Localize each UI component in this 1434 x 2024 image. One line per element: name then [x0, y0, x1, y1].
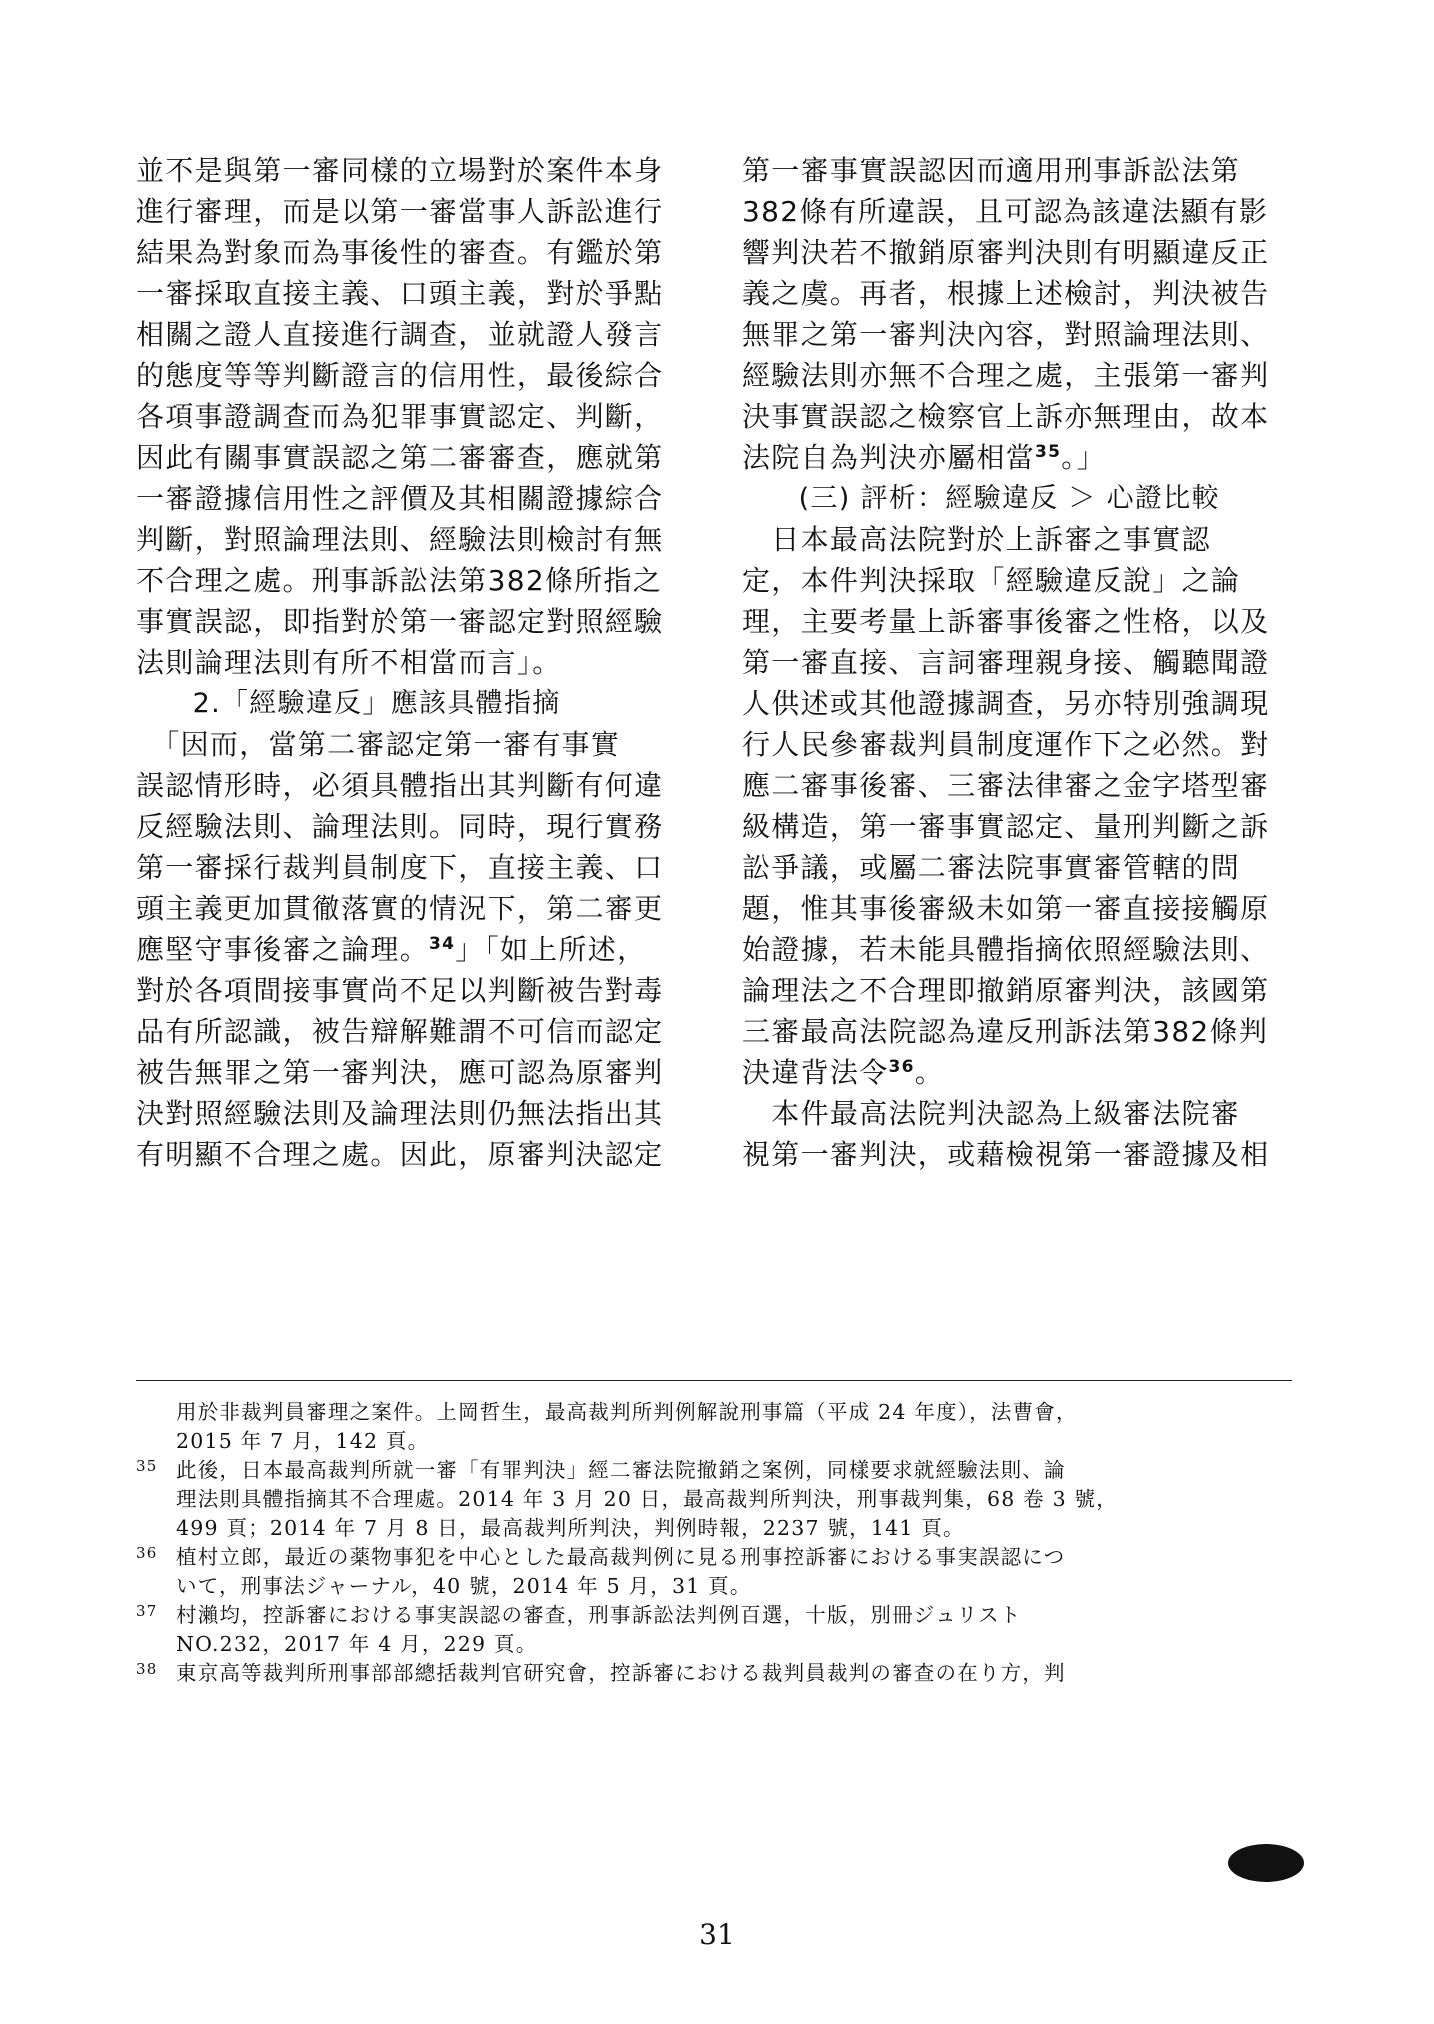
footnote-line: 499 頁；2014 年 7 月 8 日，最高裁判所判決，判例時報，2237 號，141 頁。 — [176, 1516, 965, 1540]
page-number: 31 — [699, 1918, 735, 1951]
body-line: 事實誤認，即指對於第一審認定對照經驗 — [136, 605, 664, 638]
body-line — [742, 437, 1292, 478]
body-line: 視第一審判決，或藉檢視第一審證據及相 — [742, 1138, 1270, 1171]
footnote-divider — [136, 1380, 1292, 1381]
body-line: 判斷，對照論理法則、經驗法則檢討有無 — [136, 523, 664, 556]
body-line: 有明顯不合理之處。因此，原審判決認定 — [136, 1138, 664, 1171]
footnote-ref[interactable]: 36 — [888, 1057, 915, 1077]
footnotes — [136, 1398, 1296, 1688]
body-line: 論理法之不合理即撤銷原審判決，該國第 — [742, 974, 1270, 1007]
body-line: 始證據，若未能具體指摘依照經驗法則、 — [742, 933, 1270, 966]
footnote-ref[interactable]: 34 — [429, 934, 456, 954]
line-text: 。」 — [1061, 441, 1106, 474]
footnote-line: NO.232，2017 年 4 月，229 頁。 — [176, 1632, 538, 1656]
body-line: 日本最高法院對於上訴審之事實認 — [742, 523, 1211, 556]
body-line: 級構造，第一審事實認定、量刑判斷之訴 — [742, 810, 1270, 843]
body-line: 因此有關事實誤認之第二審審查，應就第 — [136, 441, 664, 474]
footnote-number: 37 — [136, 1602, 158, 1620]
footnote-line: いて，刑事法ジャーナル，40 號，2014 年 5 月，31 頁。 — [176, 1574, 752, 1598]
footnote-line: 用於非裁判員審理之案件。上岡哲生，最高裁判所判例解說刑事篇（平成 24 年度），法曹會， — [176, 1400, 1078, 1424]
body-line: 品有所認識，被告辯解難謂不可信而認定 — [136, 1015, 664, 1048]
body-line: 第一審採行裁判員制度下，直接主義、口 — [136, 851, 664, 884]
body-line — [136, 929, 686, 970]
section-heading: (三) 評析：經驗違反 ＞ 心證比較 — [742, 483, 1220, 514]
body-line: 對於各項間接事實尚不足以判斷被告對毒 — [136, 974, 664, 1007]
footnote-number: 38 — [136, 1660, 158, 1678]
body-line: 各項事證調查而為犯罪事實認定、判斷， — [136, 400, 664, 433]
body-line — [742, 1052, 1292, 1093]
body-line: 理，主要考量上訴審事後審之性格，以及 — [742, 605, 1270, 638]
body-line: 訟爭議，或屬二審法院事實審管轄的問 — [742, 851, 1241, 884]
body-line: 反經驗法則、論理法則。同時，現行實務 — [136, 810, 664, 843]
footnote-text: 東京高等裁判所刑事部部總括裁判官研究會，控訴審における裁判員裁判の審查の在り方，判 — [176, 1661, 1066, 1685]
body-line: 響判決若不撤銷原審判決則有明顯違反正 — [742, 236, 1270, 269]
body-line: 結果為對象而為事後性的審查。有鑑於第 — [136, 236, 664, 269]
footnote-line: 理法則具體指摘其不合理處。2014 年 3 月 20 日，最高裁判所判決，刑事裁判集，68 卷 3 號， — [176, 1487, 1118, 1511]
right-column — [742, 150, 1292, 1175]
line-text: 法院自為判決亦屬相當 — [742, 441, 1036, 474]
footnote-number: 35 — [136, 1457, 158, 1475]
body-line: 誤認情形時，必須具體指出其判斷有何違 — [136, 769, 664, 802]
body-line: 三審最高法院認為違反刑訴法第382條判 — [742, 1015, 1269, 1048]
footnote-line — [136, 1543, 1296, 1572]
body-line: 人供述或其他證據調查，另亦特別強調現 — [742, 687, 1270, 720]
body-line: 題，惟其事後審級未如第一審直接接觸原 — [742, 892, 1270, 925]
body-line: 382條有所違誤，且可認為該違法顯有影 — [742, 195, 1269, 228]
body-line: 相關之證人直接進行調查，並就證人發言 — [136, 318, 664, 351]
body-line: 一審採取直接主義、口頭主義，對於爭點 — [136, 277, 664, 310]
footnote-text: 村瀨均，控訴審における事実誤認の審查，刑事訴訟法判例百選，十版，別冊ジュリスト — [176, 1603, 1022, 1627]
line-text: 決違背法令 — [742, 1056, 889, 1089]
body-line: 被告無罪之第一審判決，應可認為原審判 — [136, 1056, 664, 1089]
section-heading: 2.「經驗違反」應該具體指摘 — [136, 688, 561, 719]
line-text: 。 — [914, 1056, 945, 1089]
body-line: 第一審事實誤認因而適用刑事訴訟法第 — [742, 154, 1241, 187]
body-line: 行人民參審裁判員制度運作下之必然。對 — [742, 728, 1270, 761]
body-line: 決對照經驗法則及論理法則仍無法指出其 — [136, 1097, 664, 1130]
body-line: 本件最高法院判決認為上級審法院審 — [742, 1097, 1241, 1130]
footnote-ref[interactable]: 35 — [1035, 442, 1062, 462]
footnote-line — [136, 1601, 1296, 1630]
body-line: 定，本件判決採取「經驗違反說」之論 — [742, 564, 1241, 597]
body-line: 義之虞。再者，根據上述檢討，判決被告 — [742, 277, 1270, 310]
footnote-number: 36 — [136, 1544, 158, 1562]
footnote-text: 此後，日本最高裁判所就一審「有罪判決」經二審法院撤銷之案例，同樣要求就經驗法則、論 — [176, 1458, 1066, 1482]
body-line: 第一審直接、言詞審理親身接、觸聽聞證 — [742, 646, 1270, 679]
body-line: 無罪之第一審判決內容，對照論理法則、 — [742, 318, 1270, 351]
body-line: 進行審理，而是以第一審當事人訴訟進行 — [136, 195, 664, 228]
body-line: 並不是與第一審同樣的立場對於案件本身 — [136, 154, 664, 187]
body-line: 經驗法則亦無不合理之處，主張第一審判 — [742, 359, 1270, 392]
footnote-line — [136, 1456, 1296, 1485]
body-line: 決事實誤認之檢察官上訴亦無理由，故本 — [742, 400, 1270, 433]
body-line: 法則論理法則有所不相當而言」。 — [136, 646, 562, 679]
body-line: 一審證據信用性之評價及其相關證據綜合 — [136, 482, 664, 515]
footnote-text: 植村立郎，最近の薬物事犯を中心とした最高裁判例に見る刑事控訴審における事実誤認につ — [176, 1545, 1066, 1569]
body-line: 「因而，當第二審認定第一審有事實 — [136, 728, 621, 761]
footnote-line: 2015 年 7 月，142 頁。 — [176, 1429, 430, 1453]
body-line: 不合理之處。刑事訴訟法第382條所指之 — [136, 564, 663, 597]
left-column — [136, 150, 686, 1175]
body-line: 應二審事後審、三審法律審之金字塔型審 — [742, 769, 1270, 802]
body-line: 頭主義更加貫徹落實的情況下，第二審更 — [136, 892, 664, 925]
footnote-line — [136, 1659, 1296, 1688]
line-text: 應堅守事後審之論理。 — [136, 933, 430, 966]
page-tab-marker — [1228, 1844, 1304, 1882]
line-text: 」「如上所述， — [455, 933, 647, 966]
body-line: 的態度等等判斷證言的信用性，最後綜合 — [136, 359, 664, 392]
